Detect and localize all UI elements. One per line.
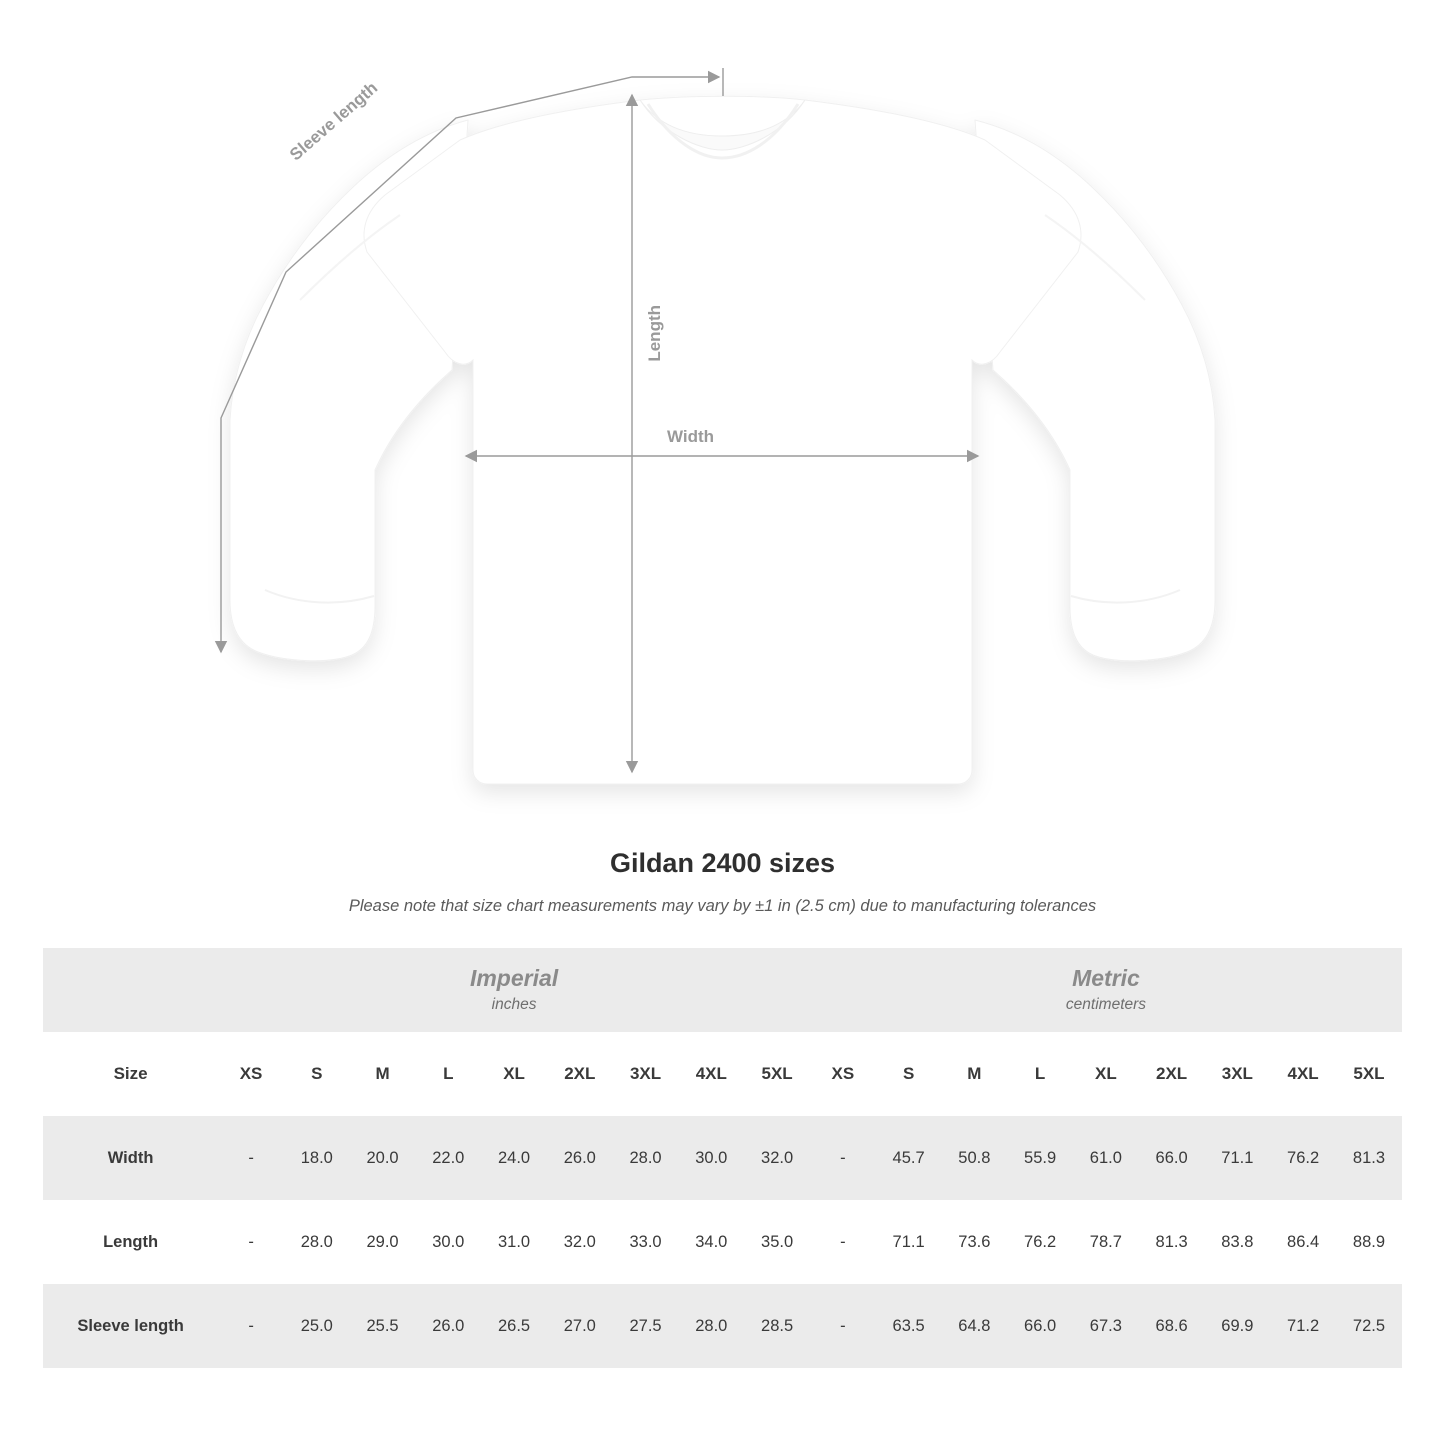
cell: 31.0 (481, 1200, 547, 1284)
unit-imperial-name: Imperial (469, 965, 559, 991)
size-header-cell: 5XL (1336, 1032, 1402, 1116)
cell: 20.0 (350, 1116, 416, 1200)
size-header-cell: XL (1073, 1032, 1139, 1116)
cell: - (218, 1116, 284, 1200)
size-header-cell: 4XL (678, 1032, 744, 1116)
cell: 22.0 (415, 1116, 481, 1200)
size-header-label: Size (43, 1032, 218, 1116)
sleeve-length-label: Sleeve length (286, 78, 382, 165)
table-row (43, 1200, 1402, 1284)
cell: - (810, 1116, 876, 1200)
cell: 83.8 (1204, 1200, 1270, 1284)
size-header-cell: S (284, 1032, 350, 1116)
cell: 68.6 (1139, 1284, 1205, 1368)
cell: 64.8 (941, 1284, 1007, 1368)
size-header-cell: M (350, 1032, 416, 1116)
size-header-row (43, 1032, 1402, 1116)
cell: 76.2 (1270, 1116, 1336, 1200)
size-header-cell: XS (218, 1032, 284, 1116)
row-label-length: Length (43, 1200, 218, 1284)
width-label: Width (667, 427, 715, 446)
unit-imperial-sub: inches (491, 995, 537, 1013)
size-header-cell: S (876, 1032, 942, 1116)
cell: 72.5 (1336, 1284, 1402, 1368)
cell: 35.0 (744, 1200, 810, 1284)
cell: 25.5 (350, 1284, 416, 1368)
size-header-cell: 2XL (1139, 1032, 1205, 1116)
page-title: Gildan 2400 sizes (609, 848, 836, 878)
length-label: Length (645, 305, 664, 362)
cell: 26.0 (547, 1116, 613, 1200)
unit-metric-name: Metric (1072, 965, 1140, 991)
cell: 24.0 (481, 1116, 547, 1200)
unit-metric-sub: centimeters (1065, 995, 1147, 1013)
table-row (43, 1284, 1402, 1368)
cell: 26.0 (415, 1284, 481, 1368)
size-chart-table (43, 948, 1402, 1368)
cell: 34.0 (678, 1200, 744, 1284)
cell: 28.0 (284, 1200, 350, 1284)
size-header-cell: 2XL (547, 1032, 613, 1116)
cell: - (810, 1200, 876, 1284)
size-header-cell: 5XL (744, 1032, 810, 1116)
cell: 76.2 (1007, 1200, 1073, 1284)
cell: 66.0 (1007, 1284, 1073, 1368)
cell: 29.0 (350, 1200, 416, 1284)
cell: 27.5 (613, 1284, 679, 1368)
cell: 30.0 (678, 1116, 744, 1200)
cell: 66.0 (1139, 1116, 1205, 1200)
size-header-cell: XL (481, 1032, 547, 1116)
size-chart-table-wrap (43, 948, 1402, 1368)
unit-header-imperial (218, 948, 810, 1032)
shirt-shape (230, 96, 1215, 784)
unit-header-row (43, 948, 1402, 1032)
cell: - (218, 1200, 284, 1284)
cell: 63.5 (876, 1284, 942, 1368)
cell: 33.0 (613, 1200, 679, 1284)
cell: 28.0 (678, 1284, 744, 1368)
cell: 28.5 (744, 1284, 810, 1368)
cell: 32.0 (547, 1200, 613, 1284)
unit-header-spacer (43, 948, 218, 1032)
cell: 71.2 (1270, 1284, 1336, 1368)
row-label-width: Width (43, 1116, 218, 1200)
cell: 18.0 (284, 1116, 350, 1200)
cell: 55.9 (1007, 1116, 1073, 1200)
cell: 71.1 (876, 1200, 942, 1284)
size-header-cell: XS (810, 1032, 876, 1116)
cell: 45.7 (876, 1116, 942, 1200)
cell: - (218, 1284, 284, 1368)
unit-header-metric (810, 948, 1402, 1032)
cell: 73.6 (941, 1200, 1007, 1284)
cell: 81.3 (1139, 1200, 1205, 1284)
size-header-cell: L (1007, 1032, 1073, 1116)
size-header-cell: 4XL (1270, 1032, 1336, 1116)
cell: 50.8 (941, 1116, 1007, 1200)
cell: - (810, 1284, 876, 1368)
cell: 67.3 (1073, 1284, 1139, 1368)
title-block (0, 848, 1445, 916)
cell: 32.0 (744, 1116, 810, 1200)
cell: 26.5 (481, 1284, 547, 1368)
tolerance-note: Please note that size chart measurements may vary by ±1 in (2.5 cm) due to manufacturing tolerances (348, 897, 1097, 915)
cell: 81.3 (1336, 1116, 1402, 1200)
cell: 78.7 (1073, 1200, 1139, 1284)
table-row (43, 1116, 1402, 1200)
cell: 71.1 (1204, 1116, 1270, 1200)
cell: 27.0 (547, 1284, 613, 1368)
cell: 88.9 (1336, 1200, 1402, 1284)
cell: 61.0 (1073, 1116, 1139, 1200)
size-header-cell: 3XL (613, 1032, 679, 1116)
cell: 86.4 (1270, 1200, 1336, 1284)
row-label-sleeve-length: Sleeve length (43, 1284, 218, 1368)
cell: 25.0 (284, 1284, 350, 1368)
size-header-cell: M (941, 1032, 1007, 1116)
cell: 28.0 (613, 1116, 679, 1200)
cell: 69.9 (1204, 1284, 1270, 1368)
size-header-cell: 3XL (1204, 1032, 1270, 1116)
size-header-cell: L (415, 1032, 481, 1116)
cell: 30.0 (415, 1200, 481, 1284)
